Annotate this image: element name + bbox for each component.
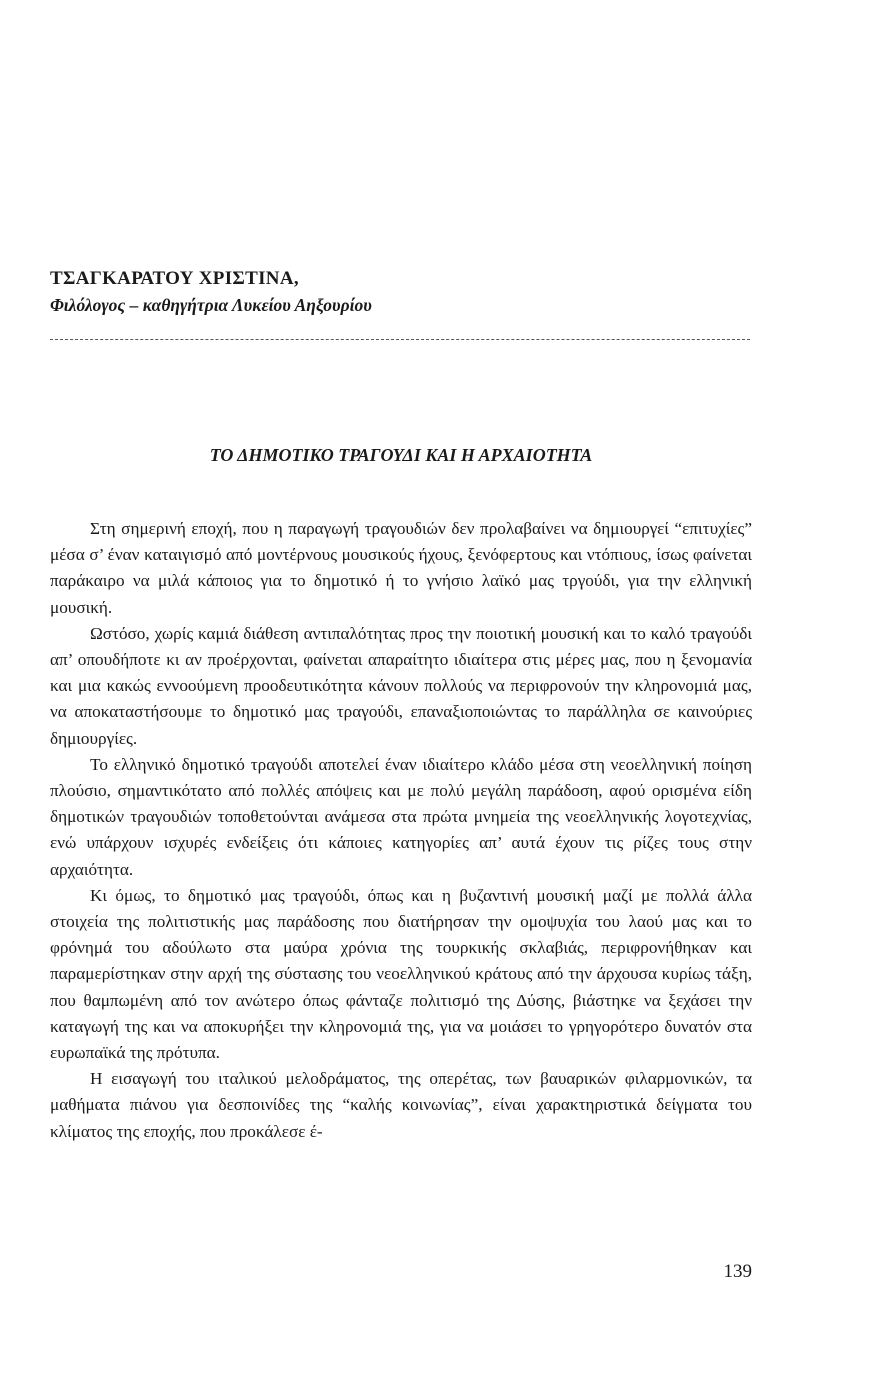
paragraph: Στη σημερινή εποχή, που η παραγωγή τραγουδιών δεν προλαβαίνει να δημιουργεί “επιτυχίες” μέσα σ’ έναν καταιγισμό από μοντέρνους μουσικούς ήχους, ξενόφερτους και ντόπιους, ίσως φαίνεται παράκαιρο να μιλά κάποιος για το δημοτικό ή το γνήσιο λαϊκό μας τργούδι, για την ελληνική μουσική. bbox=[50, 519, 752, 617]
author-affiliation: Φιλόλογος – καθηγήτρια Λυκείου Αηξουρίου bbox=[50, 295, 372, 315]
paragraph: Ωστόσο, χωρίς καμιά διάθεση αντιπαλότητας προς την ποιοτική μουσική και το καλό τραγούδι απ’ οπουδήποτε κι αν προέρχονται, φαίνεται απαραίτητο ιδιαίτερα στις μέρες μας, που η ξενομανία και μια κακώς εννοούμενη προοδευτικότητα κάνουν πολλούς να περιφρονούν την κληρονομιά μας, να αποκαταστήσουμε το δημοτικό μας τραγούδι, επαναξιοποιώντας το παράλληλα σε καινούριες δημιουργίες. bbox=[50, 623, 752, 748]
paragraph: Κι όμως, το δημοτικό μας τραγούδι, όπως και η βυζαντινή μουσική μαζί με πολλά άλλα στοιχεία της πολιτιστικής μας παράδοσης που διατήρησαν την ομοψυχία του λαού μας και το φρόνημά του αδούλωτο στα μαύρα χρόνια της τουρκικής σκλαβιάς, περιφρονήθηκαν και παραμερίστηκαν στην αρχή της σύστασης του νεοελληνικού κράτους από την άρχουσα κυρίως τάξη, που θαμπωμένη από τον ανώτερο όπως φάνταζε πολιτισμό της Δύσης, βιάστηκε να ξεχάσει την καταγωγή της και να αποκυρήξει την κληρονομιά της, για να μοιάσει το γρηγορότερο δυνατόν στα ευρωπαϊκά της πρότυπα. bbox=[50, 885, 752, 1063]
article-body bbox=[50, 516, 752, 1145]
header-divider bbox=[50, 339, 750, 340]
paragraph: Το ελληνικό δημοτικό τραγούδι αποτελεί έναν ιδιαίτερο κλάδο μέσα στη νεοελληνική ποίηση πλούσιο, σημαντικότατο από πολλές απόψεις και με πολύ μεγάλη παράδοση, αφού ορισμένα είδη δημοτικών τραγουδιών τοποθετούνται ανάμεσα στα πρώτα μνημεία της νεοελληνικής λογοτεχνίας, ενώ υπάρχουν ισχυρές ενδείξεις ότι κάποιες κατηγορίες απ’ αυτά έχουν τις ρίζες τους στην αρχαιότητα. bbox=[50, 754, 752, 879]
article-title: ΤΟ ΔΗΜΟΤΙΚΟ ΤΡΑΓΟΥΔΙ ΚΑΙ Η ΑΡΧΑΙΟΤΗΤΑ bbox=[209, 445, 593, 465]
author-name: ΤΣΑΓΚΑΡΑΤΟΥ ΧΡΙΣΤΙΝΑ, bbox=[50, 268, 299, 289]
paragraph: Η εισαγωγή του ιταλικού μελοδράματος, της οπερέτας, των βαυαρικών φιλαρμονικών, τα μαθήματα πιάνου για δεσποινίδες της “καλής κοινωνίας”, είναι χαρακτηριστικά δείγματα του κλίματος της εποχής, που προκάλεσε έ- bbox=[50, 1069, 752, 1141]
page-number: 139 bbox=[723, 1261, 752, 1282]
